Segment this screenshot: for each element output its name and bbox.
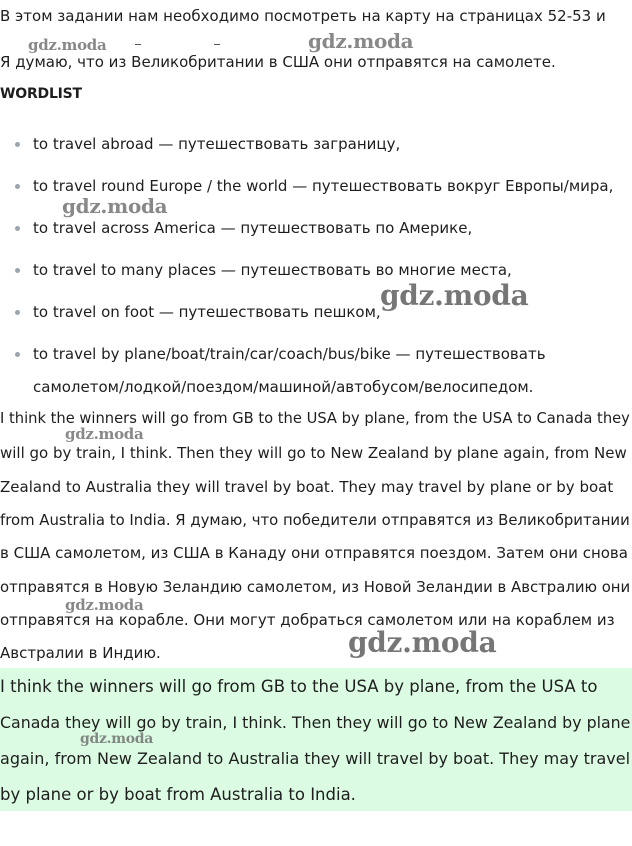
paragraph-line: Zealand to Australia they will travel by boat. They may travel by plane or by boat	[0, 478, 614, 496]
list-item: to travel abroad — путешествовать заграницу,	[33, 135, 401, 153]
watermark: gdz.moda	[80, 731, 154, 747]
paragraph-line: Австралии в Индию.	[0, 644, 161, 662]
answer-line: by plane or by boat from Australia to India.	[0, 785, 356, 804]
watermark: gdz.moda	[348, 626, 497, 659]
bullet-dot-icon	[15, 268, 20, 273]
list-item: to travel on foot — путешествовать пешком,	[33, 303, 381, 321]
watermark: gdz.moda	[308, 29, 414, 53]
paragraph-line: from Australia to India. Я думаю, что победители отправятся из Великобритании	[0, 511, 630, 529]
paragraph-line: отправятся в Новую Зеландию самолетом, из Новой Зеландии в Австралию они	[0, 578, 631, 596]
paragraph-line: I think the winners will go from GB to the USA by plane, from the USA to Canada they	[0, 410, 630, 427]
answer-line: I think the winners will go from GB to the USA by plane, from the USA to	[0, 677, 598, 696]
answer-line: again, from New Zealand to Australia they will travel by boat. They may travel	[0, 749, 631, 768]
bullet-dot-icon	[15, 226, 20, 231]
watermark: gdz.moda	[65, 425, 144, 443]
bullet-dot-icon	[15, 310, 20, 315]
watermark: gdz.moda	[62, 194, 168, 218]
paragraph-line: отправятся на корабле. Они могут добраться самолетом или на кораблем из	[0, 611, 615, 629]
watermark: gdz.moda	[65, 596, 144, 614]
list-item-continuation: самолетом/лодкой/поездом/машиной/автобусом/велосипедом.	[33, 378, 534, 396]
watermark-dash	[214, 44, 220, 45]
watermark: gdz.moda	[380, 279, 529, 312]
list-item: to travel round Europe / the world — путешествовать вокруг Европы/мира,	[33, 177, 614, 195]
intro-line-1: В этом задании нам необходимо посмотреть на карту на страницах 52-53 и	[0, 7, 606, 25]
list-item: to travel by plane/boat/train/car/coach/bus/bike — путешествовать	[33, 345, 546, 363]
answer-line: Canada they will go by train, I think. Then they will go to New Zealand by plane	[0, 713, 631, 732]
bullet-dot-icon	[15, 184, 20, 189]
watermark: gdz.moda	[28, 36, 107, 54]
list-item: to travel to many places — путешествовать во многие места,	[33, 261, 512, 279]
paragraph-line: в США самолетом, из США в Канаду они отправятся поездом. Затем они снова	[0, 544, 628, 562]
bullet-dot-icon	[15, 352, 20, 357]
wordlist-heading: WORDLIST	[0, 86, 82, 102]
bullet-dot-icon	[15, 142, 20, 147]
intro-line-2: Я думаю, что из Великобритании в США они отправятся на самолете.	[0, 53, 556, 71]
list-item: to travel across America — путешествовать по Америке,	[33, 219, 473, 237]
paragraph-line: will go by train, I think. Then they will go to New Zealand by plane again, from New	[0, 444, 627, 462]
watermark-dash	[135, 44, 141, 45]
